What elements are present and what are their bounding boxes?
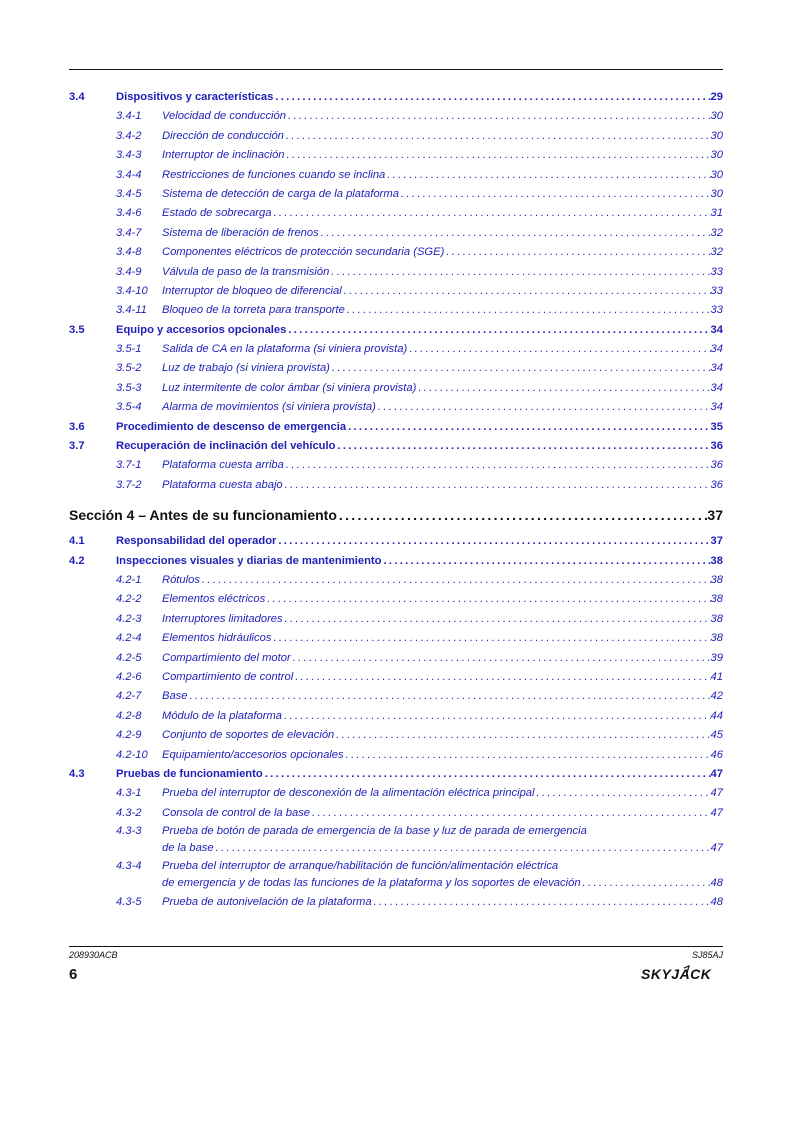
dot-leader [285, 146, 711, 165]
entry-title: Plataforma cuesta abajo [162, 478, 283, 491]
entry-page: 30 [710, 110, 723, 123]
dot-leader [310, 804, 711, 823]
entry-title: Dirección de conducción [162, 129, 284, 142]
dot-leader [345, 301, 711, 320]
entry-title: Módulo de la plataforma [162, 709, 283, 722]
entry-number: 4.3 [69, 767, 85, 780]
dot-leader [265, 590, 710, 609]
entry-page: 36 [710, 459, 723, 472]
dot-leader [293, 668, 710, 687]
entry-page: 44 [710, 709, 723, 722]
entry-page: 32 [710, 246, 723, 259]
footer-rule [69, 946, 723, 947]
dot-leader [282, 707, 711, 726]
entry-number: 3.4-8 [116, 246, 142, 259]
dot-leader [283, 476, 711, 495]
dot-leader [399, 185, 711, 204]
entry-page: 34 [710, 343, 723, 356]
toc-subsection-entry[interactable] [69, 784, 723, 803]
entry-number: 3.4-3 [116, 149, 142, 162]
toc-subsection-entry[interactable] [69, 127, 723, 146]
toc-section-entry[interactable] [69, 552, 723, 571]
entry-title: Rótulos [162, 573, 200, 586]
toc-section-entry[interactable] [69, 88, 723, 107]
entry-number: 4.3-2 [116, 806, 142, 819]
entry-page: 36 [710, 478, 723, 491]
entry-number: 4.3-3 [116, 825, 142, 838]
entry-page: 30 [710, 168, 723, 181]
entry-number: 4.2-4 [116, 632, 142, 645]
entry-page: 32 [710, 226, 723, 239]
toc-subsection-entry[interactable] [69, 301, 723, 320]
entry-title: Velocidad de conducción [162, 110, 286, 123]
entry-title: Prueba del interruptor de arranque/habilitación de función/alimentación eléctrica [162, 860, 559, 873]
entry-number: 3.4-6 [116, 207, 142, 220]
entry-number: 4.2-2 [116, 593, 142, 606]
dot-leader [200, 571, 711, 590]
entry-number: 3.4 [69, 91, 85, 103]
entry-number: 3.5-1 [116, 343, 142, 356]
entry-title: Válvula de paso de la transmisión [162, 265, 330, 278]
entry-title: Base [162, 690, 188, 703]
toc-section-entry[interactable] [69, 765, 723, 784]
entry-page: 46 [710, 748, 723, 761]
entry-title-continued: de emergencia y de todas las funciones de la plataforma y los soportes de elevación [162, 877, 581, 890]
entry-title: Elementos hidráulicos [162, 632, 272, 645]
entry-page: 37 [710, 535, 723, 548]
entry-page: 30 [710, 187, 723, 200]
toc-subsection-entry[interactable] [69, 726, 723, 745]
entry-page: 41 [710, 670, 723, 683]
entry-title: Alarma de movimientos (si viniera provista) [162, 401, 376, 414]
entry-title: Inspecciones visuales y diarias de mantenimiento [116, 554, 382, 567]
toc-section-entry[interactable] [69, 532, 723, 551]
dot-leader [319, 224, 711, 243]
entry-number: 4.2-7 [116, 690, 142, 703]
dot-leader [273, 88, 710, 107]
toc-subsection-entry[interactable] [69, 804, 723, 823]
dot-leader [284, 456, 711, 475]
entry-page: 31 [710, 207, 723, 220]
entry-number: 4.2-3 [116, 612, 142, 625]
entry-title: Consola de control de la base [162, 806, 311, 819]
toc-subsection-entry[interactable] [69, 146, 723, 165]
entry-number: 4.3-1 [116, 787, 142, 800]
entry-title: Prueba de botón de parada de emergencia de la base y luz de parada de emergencia [162, 825, 587, 838]
dot-leader [214, 840, 711, 857]
entry-number: 3.5-2 [116, 362, 142, 375]
entry-title: Luz intermitente de color ámbar (si viniera provista) [162, 381, 417, 394]
toc-subsection-entry[interactable] [69, 858, 723, 893]
toc-section-entry[interactable] [69, 418, 723, 437]
toc-subsection-entry[interactable] [69, 185, 723, 204]
toc-subsection-entry[interactable] [69, 649, 723, 668]
entry-page: 38 [710, 554, 723, 567]
dot-leader [329, 263, 710, 282]
dot-leader [385, 166, 710, 185]
toc-subsection-entry[interactable] [69, 707, 723, 726]
entry-number: 3.5-4 [116, 401, 142, 414]
entry-page: 33 [710, 284, 723, 297]
toc-subsection-entry[interactable] [69, 204, 723, 223]
toc-subsection-entry[interactable] [69, 107, 723, 126]
entry-title: Equipo y accesorios opcionales [116, 323, 287, 336]
entry-title: Equipamiento/accesorios opcionales [162, 748, 344, 761]
dot-leader [407, 340, 710, 359]
entry-number: 4.1 [69, 535, 85, 548]
dot-leader [286, 107, 711, 126]
toc-subsection-entry[interactable] [69, 668, 723, 687]
dot-leader [382, 552, 711, 571]
entry-page: 33 [710, 265, 723, 278]
chapter-title: Sección 4 – Antes de su funcionamiento [69, 507, 337, 524]
entry-page: 34 [710, 323, 723, 336]
skyjack-logo [641, 965, 723, 988]
entry-page: 38 [710, 573, 723, 586]
entry-title-continued: de la base [162, 842, 214, 855]
entry-page: 47 [710, 767, 723, 780]
chapter-page: 37 [707, 507, 723, 524]
entry-number: 4.2-6 [116, 670, 142, 683]
entry-number: 3.4-10 [116, 284, 148, 297]
dot-leader [342, 282, 711, 301]
entry-title: Compartimiento del motor [162, 651, 291, 664]
dot-leader [334, 726, 710, 745]
dot-leader [283, 610, 711, 629]
toc-subsection-entry[interactable] [69, 166, 723, 185]
entry-title: Interruptor de inclinación [162, 149, 285, 162]
header-rule [69, 69, 723, 70]
entry-number: 3.4-2 [116, 129, 142, 142]
entry-title: Pruebas de funcionamiento [116, 767, 263, 780]
entry-number: 4.2-9 [116, 729, 142, 742]
toc-section-entry[interactable] [69, 321, 723, 340]
entry-number: 3.4-5 [116, 187, 142, 200]
model-name: SJ85AJ [691, 950, 723, 960]
svg-text:SKYJACK: SKYJACK [641, 966, 712, 982]
toc-chapter-heading[interactable] [69, 504, 723, 527]
entry-number: 3.6 [69, 420, 85, 433]
toc-subsection-entry[interactable] [69, 476, 723, 495]
entry-page: 38 [710, 612, 723, 625]
entry-number: 4.2-8 [116, 709, 142, 722]
entry-page: 34 [710, 401, 723, 414]
toc-subsection-entry[interactable] [69, 687, 723, 706]
entry-page: 30 [710, 129, 723, 142]
entry-page: 38 [710, 632, 723, 645]
dot-leader [286, 321, 710, 340]
entry-page: 29 [710, 91, 723, 103]
toc-subsection-entry[interactable] [69, 590, 723, 609]
entry-number: 4.2-1 [116, 573, 142, 586]
entry-page: 30 [710, 149, 723, 162]
entry-page: 36 [710, 440, 723, 453]
page-number: 6 [69, 966, 78, 983]
entry-number: 3.5-3 [116, 381, 142, 394]
toc-subsection-entry[interactable] [69, 610, 723, 629]
entry-number: 3.7-1 [116, 459, 142, 472]
entry-number: 4.2-5 [116, 651, 142, 664]
toc-subsection-entry[interactable] [69, 359, 723, 378]
dot-leader [581, 875, 711, 892]
dot-leader [535, 784, 711, 803]
dot-leader [291, 649, 711, 668]
dot-leader [444, 243, 710, 262]
dot-leader [263, 765, 711, 784]
entry-page: 45 [710, 729, 723, 742]
dot-leader [346, 418, 710, 437]
entry-page: 47 [710, 842, 723, 855]
dot-leader [337, 504, 708, 527]
entry-number: 4.2 [69, 554, 85, 567]
entry-page: 34 [710, 381, 723, 394]
entry-number: 3.4-7 [116, 226, 142, 239]
toc-subsection-entry[interactable] [69, 224, 723, 243]
toc-section-entry[interactable] [69, 437, 723, 456]
toc-subsection-entry[interactable] [69, 571, 723, 590]
entry-page: 34 [710, 362, 723, 375]
dot-leader [330, 359, 711, 378]
entry-title: Conjunto de soportes de elevación [162, 729, 335, 742]
entry-number: 3.7-2 [116, 478, 142, 491]
dot-leader [188, 687, 711, 706]
toc-subsection-entry[interactable] [69, 456, 723, 475]
entry-title: Procedimiento de descenso de emergencia [116, 420, 347, 433]
entry-page: 48 [710, 877, 723, 890]
dot-leader [372, 893, 711, 912]
entry-page: 39 [710, 651, 723, 664]
entry-title: Salida de CA en la plataforma (si viniera provista) [162, 343, 408, 356]
toc-subsection-entry[interactable] [69, 243, 723, 262]
entry-title: Compartimiento de control [162, 670, 294, 683]
entry-page: 47 [710, 787, 723, 800]
entry-title: Elementos eléctricos [162, 593, 266, 606]
entry-page: 47 [710, 806, 723, 819]
dot-leader [376, 398, 711, 417]
entry-page: 33 [710, 304, 723, 317]
entry-title: Prueba de autonivelación de la plataforma [162, 896, 372, 909]
toc-subsection-entry[interactable] [69, 379, 723, 398]
entry-number: 4.2-10 [116, 748, 148, 761]
toc-subsection-entry[interactable] [69, 282, 723, 301]
entry-page: 38 [710, 593, 723, 606]
entry-number: 3.7 [69, 440, 85, 453]
entry-title: Prueba del interruptor de desconexión de la alimentación eléctrica principal [162, 787, 535, 800]
entry-number: 3.4-1 [116, 110, 142, 123]
dot-leader [276, 532, 710, 551]
entry-number: 3.5 [69, 323, 85, 336]
toc-subsection-entry[interactable] [69, 263, 723, 282]
entry-title: Restricciones de funciones cuando se inclina [162, 168, 386, 181]
toc-subsection-entry[interactable] [69, 746, 723, 765]
entry-title: Dispositivos y características [116, 91, 274, 103]
toc-subsection-entry[interactable] [69, 340, 723, 359]
entry-number: 4.3-5 [116, 896, 142, 909]
entry-page: 35 [710, 420, 723, 433]
toc-subsection-entry[interactable] [69, 823, 723, 858]
entry-title: Plataforma cuesta arriba [162, 459, 284, 472]
entry-number: 3.4-11 [116, 304, 147, 317]
entry-title: Sistema de liberación de frenos [162, 226, 319, 239]
entry-title: Interruptores limitadores [162, 612, 283, 625]
entry-number: 3.4-9 [116, 265, 142, 278]
entry-title: Estado de sobrecarga [162, 207, 272, 220]
dot-leader [344, 746, 711, 765]
entry-number: 4.3-4 [116, 860, 142, 873]
document-code: 208930ACB [69, 950, 118, 960]
toc-subsection-entry[interactable] [69, 629, 723, 648]
toc-subsection-entry[interactable] [69, 398, 723, 417]
entry-title: Sistema de detección de carga de la plataforma [162, 187, 399, 200]
entry-title: Interruptor de bloqueo de diferencial [162, 284, 342, 297]
dot-leader [284, 127, 711, 146]
entry-page: 48 [710, 896, 723, 909]
entry-title: Bloqueo de la torreta para transporte [162, 304, 345, 317]
entry-title: Recuperación de inclinación del vehículo [116, 440, 336, 453]
table-of-contents [69, 88, 723, 912]
entry-page: 42 [710, 690, 723, 703]
dot-leader [416, 379, 710, 398]
entry-title: Componentes eléctricos de protección secundaria (SGE) [162, 246, 445, 259]
dot-leader [271, 204, 710, 223]
entry-title: Luz de trabajo (si viniera provista) [162, 362, 330, 375]
entry-number: 3.4-4 [116, 168, 142, 181]
entry-title: Responsabilidad del operador [116, 535, 277, 548]
toc-subsection-entry[interactable] [69, 893, 723, 912]
dot-leader [335, 437, 710, 456]
dot-leader [271, 629, 710, 648]
